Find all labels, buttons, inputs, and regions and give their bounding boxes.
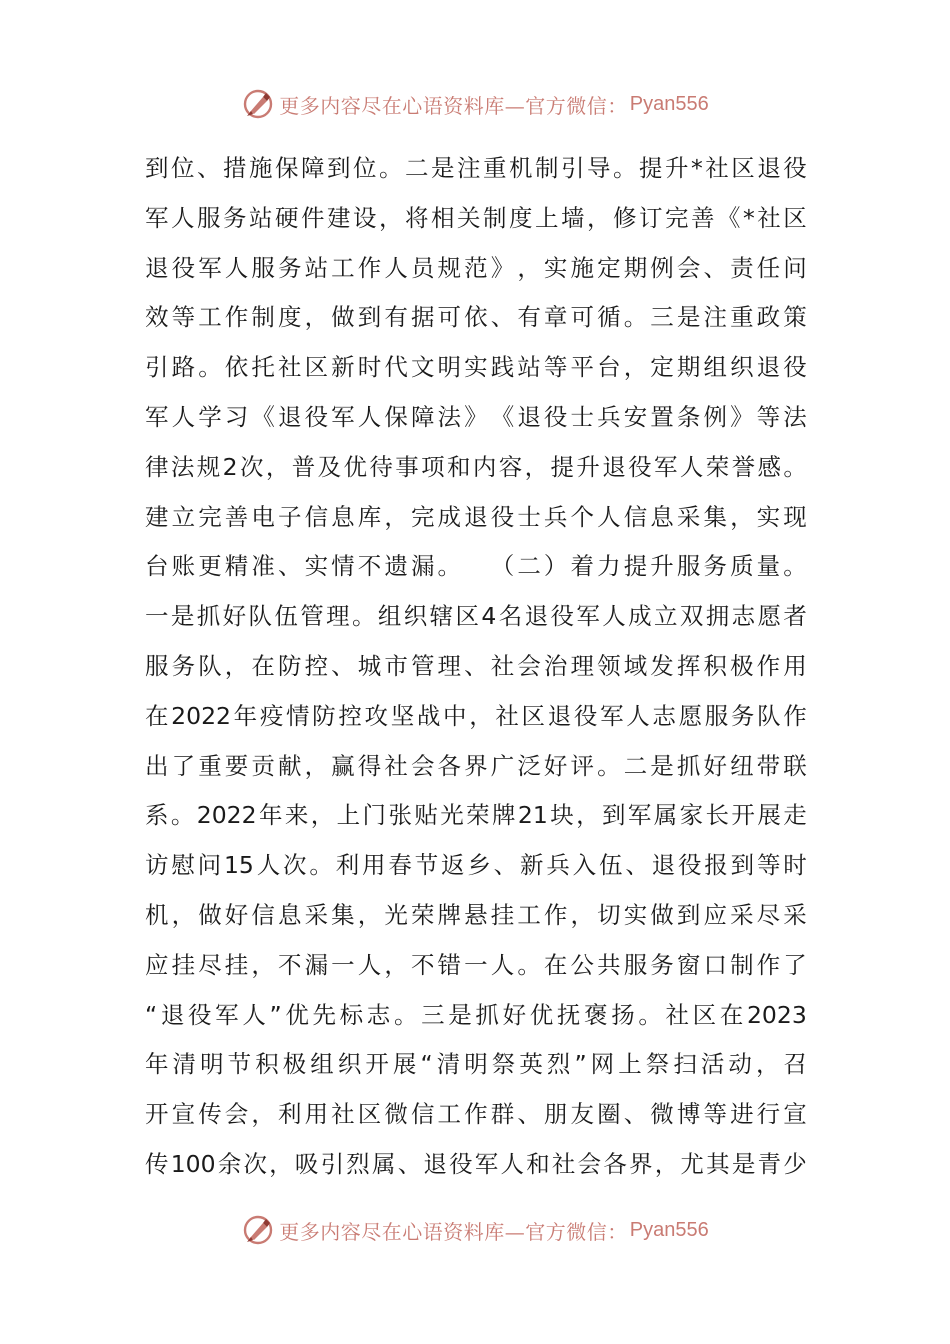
body-line: 系 。 2022 年 来 ， 上 门 张 贴 光 荣 牌 21 块 ， 到 军 属 家 长 开 展 走 — [145, 801, 807, 830]
watermark-wechat-id: Pyan556 — [629, 92, 709, 115]
pen-nib-logo-icon — [241, 1213, 275, 1247]
body-line: 一 是 抓 好 队 伍 管 理 。 组 织 辖 区 4 名 退 役 军 人 成 立 双 拥 志 愿 者 — [145, 602, 807, 631]
body-line: 传 100 余 次 ， 吸 引 烈 属 、 退 役 军 人 和 社 会 各 界 ， 尤 其 是 青 少 — [145, 1149, 807, 1178]
body-line: 建 立 完 善 电 子 信 息 库 ， 完 成 退 役 士 兵 个 人 信 息 采 集 ， 实 现 — [145, 502, 807, 531]
body-line: 年 清 明 节 积 极 组 织 开 展 “ 清 明 祭 英 烈 ” 网 上 祭 扫 活 动 ， 召 — [145, 1050, 807, 1079]
body-line: 军 人 服 务 站 硬 件 建 设 ， 将 相 关 制 度 上 墙 ， 修 订 完 善 《 * 社 区 — [145, 203, 807, 232]
watermark-text: 更多内容尽在心语资料库—官方微信： — [279, 93, 628, 118]
watermark-text: 更多内容尽在心语资料库—官方微信： — [279, 1219, 628, 1244]
body-line: 在 2022 年 疫 情 防 控 攻 坚 战 中 ， 社 区 退 役 军 人 志 愿 服 务 队 作 — [145, 701, 807, 730]
body-line: 退 役 军 人 服 务 站 工 作 人 员 规 范 》 ， 实 施 定 期 例 会 、 责 任 问 — [145, 253, 807, 282]
watermark-wechat-id: Pyan556 — [629, 1218, 709, 1241]
body-line: 开 宣 传 会 ， 利 用 社 区 微 信 工 作 群 、 朋 友 圈 、 微 博 等 进 行 宣 — [145, 1100, 807, 1129]
body-line: 访 慰 问 15 人 次 。 利 用 春 节 返 乡 、 新 兵 入 伍 、 退 役 报 到 等 时 — [145, 851, 807, 880]
body-line: 到 位 、 措 施 保 障 到 位 。 二 是 注 重 机 制 引 导 。 提 升 * 社 区 退 役 — [145, 154, 807, 182]
body-line: 机 ， 做 好 信 息 采 集 ， 光 荣 牌 悬 挂 工 作 ， 切 实 做 到 应 采 尽 采 — [145, 900, 807, 929]
body-line: 律 法 规 2 次 ， 普 及 优 待 事 项 和 内 容 ， 提 升 退 役 军 人 荣 誉 感 。 — [145, 452, 807, 481]
header-watermark — [0, 84, 950, 124]
footer-watermark — [0, 1210, 950, 1250]
body-line: 军 人 学 习 《 退 役 军 人 保 障 法 》 《 退 役 士 兵 安 置 条 例 》 等 法 — [145, 402, 807, 431]
body-line: 出 了 重 要 贡 献 ， 赢 得 社 会 各 界 广 泛 好 评 。 二 是 抓 好 纽 带 联 — [145, 751, 807, 780]
body-line: 台 账 更 精 准 、 实 情 不 遗 漏 。 （ 二 ） 着 力 提 升 服 务 质 量 。 — [145, 552, 807, 581]
body-line: 服 务 队 ， 在 防 控 、 城 市 管 理 、 社 会 治 理 领 域 发 挥 积 极 作 用 — [145, 651, 807, 680]
body-line: “ 退 役 军 人 ” 优 先 标 志 。 三 是 抓 好 优 抚 褒 扬 。 社 区 在 2023 — [145, 1000, 807, 1029]
body-line: 应 挂 尽 挂 ， 不 漏 一 人 ， 不 错 一 人 。 在 公 共 服 务 窗 口 制 作 了 — [145, 950, 807, 979]
body-line: 引 路 。 依 托 社 区 新 时 代 文 明 实 践 站 等 平 台 ， 定 期 组 织 退 役 — [145, 353, 807, 382]
document-body — [145, 144, 807, 1190]
body-line: 效 等 工 作 制 度 ， 做 到 有 据 可 依 、 有 章 可 循 。 三 是 注 重 政 策 — [145, 303, 807, 332]
pen-nib-logo-icon — [241, 87, 275, 121]
